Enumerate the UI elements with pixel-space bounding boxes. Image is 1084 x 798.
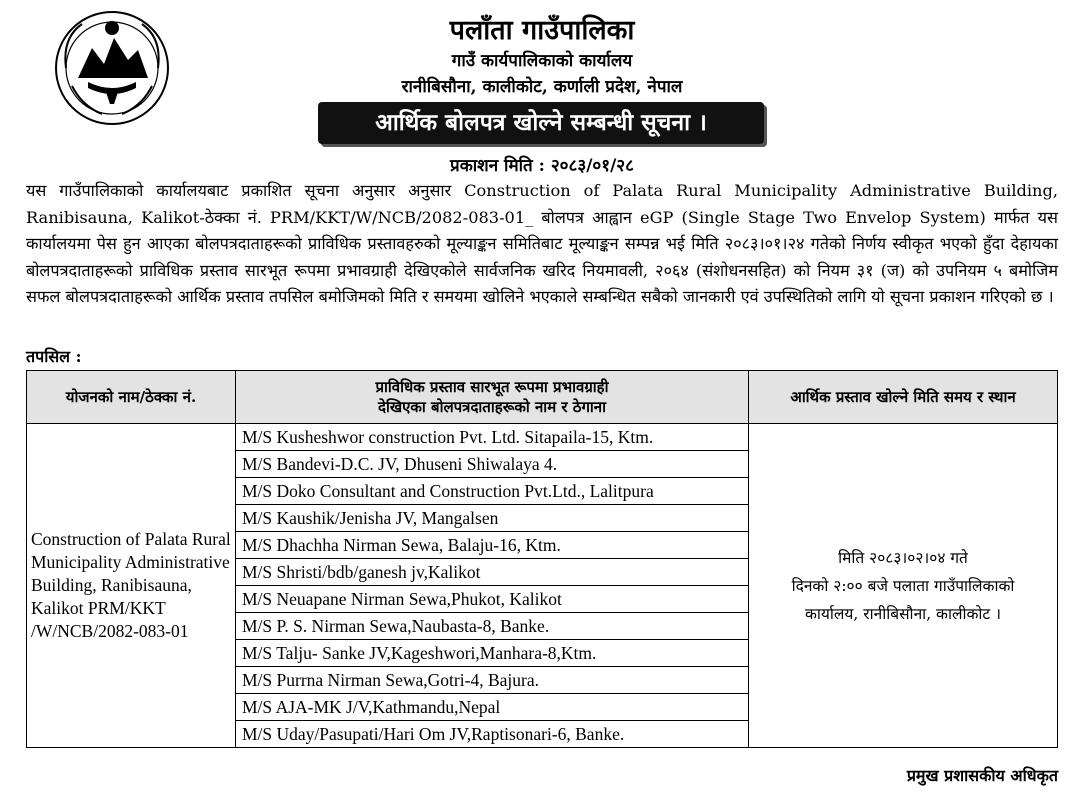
col-header-opening: आर्थिक प्रस्ताव खोल्ने मिति समय र स्थान — [749, 371, 1058, 424]
col-header-bidders-line2: देखिएका बोलपत्रदाताहरूको नाम र ठेगाना — [377, 398, 606, 416]
bid-table — [26, 370, 1058, 748]
bidder-cell: M/S Purrna Nirman Sewa,Gotri-4, Bajura. — [236, 667, 749, 694]
bidder-cell: M/S Doko Consultant and Construction Pvt.Ltd., Lalitpura — [236, 478, 749, 505]
opening-line3: कार्यालय, रानीबिसौना, कालीकोट । — [804, 604, 1002, 623]
bidder-cell: M/S Neuapane Nirman Sewa,Phukot, Kalikot — [236, 586, 749, 613]
col-header-bidders-line1: प्राविधिक प्रस्ताव सारभूत रूपमा प्रभावग्राही — [375, 378, 609, 396]
opening-cell — [749, 424, 1058, 748]
bidder-cell: M/S Shristi/bdb/ganesh jv,Kalikot — [236, 559, 749, 586]
project-cell: Construction of Palata Rural Municipality Administrative Building, Ranibisauna, Kalikot PRM/KKT /W/NCB/2082-083-01 — [27, 424, 236, 748]
table-row — [27, 424, 1058, 451]
tapasil-label: तपसिल : — [26, 347, 82, 366]
bidder-cell: M/S Uday/Pasupati/Hari Om JV,Raptisonari-6, Banke. — [236, 721, 749, 748]
bidder-cell: M/S P. S. Nirman Sewa,Naubasta-8, Banke. — [236, 613, 749, 640]
office-name: पलाँता गाउँपालिका — [449, 15, 635, 46]
bidder-cell: M/S Dhachha Nirman Sewa, Balaju-16, Ktm. — [236, 532, 749, 559]
bidder-cell: M/S Bandevi-D.C. JV, Dhuseni Shiwalaya 4. — [236, 451, 749, 478]
bidder-cell: M/S AJA-MK J/V,Kathmandu,Nepal — [236, 694, 749, 721]
bidder-cell: M/S Talju- Sanke JV,Kageshwori,Manhara-8,Ktm. — [236, 640, 749, 667]
office-address: रानीबिसौना, कालीकोट, कर्णाली प्रदेश, नेपाल — [401, 77, 683, 97]
notice-title-banner: आर्थिक बोलपत्र खोल्ने सम्बन्धी सूचना । — [318, 102, 764, 144]
bidder-cell: M/S Kaushik/Jenisha JV, Mangalsen — [236, 505, 749, 532]
opening-line2: दिनको २:०० बजे पलाता गाउँपालिकाको — [791, 576, 1015, 595]
bidder-cell: M/S Kusheshwor construction Pvt. Ltd. Sitapaila-15, Ktm. — [236, 424, 749, 451]
office-subtitle: गाउँ कार्यपालिकाको कार्यालय — [451, 51, 633, 71]
opening-line1: मिति २०८३।०२।०४ गते — [838, 548, 968, 567]
publish-date: प्रकाशन मिति : २०८३/०१/२८ — [450, 156, 634, 176]
signature-title: प्रमुख प्रशासकीय अधिकृत — [906, 766, 1058, 785]
col-header-project: योजनको नाम/ठेक्का नं. — [27, 371, 236, 424]
col-header-bidders — [236, 371, 749, 424]
table-header-row — [27, 371, 1058, 424]
notice-body: यस गाउँपालिकाको कार्यालयबाट प्रकाशित सूचना अनुसार अनुसार Construction of Palata Rural Municipality Administrative Building, Ranibisauna, Kalikot-ठेक्का नं. PRM/KKT/W/NCB/2082-083-01_ बोलपत्र आह्वान eGP (Single Stage Two Envelop System) मार्फत यस कार्यालयमा पेस हुन आएका बोलपत्रदाताहरूको प्राविधिक प्रस्तावहरुको मूल्याङ्कन समितिबाट मूल्याङ्कन सम्पन्न भई मिति २०८३।०१।२४ गतेको निर्णय स्वीकृत भएको हुँदा देहायका बोलपत्रदाताहरूको प्राविधिक प्रस्ताव सारभूत रूपमा प्रभावग्राही देखिएकोले सार्वजनिक खरिद नियमावली, २०६४ (संशोधनसहित) को नियम ३१ (ज) को उपनियम ५ बमोजिम सफल बोलपत्रदाताहरूको आर्थिक प्रस्ताव तपसिल बमोजिमको मिति र समयमा खोलिने भएकाले सम्बन्धित सबैको जानकारी एवं उपस्थितिको लागि यो सूचना प्रकाशन गरिएको छ । — [26, 181, 1058, 307]
